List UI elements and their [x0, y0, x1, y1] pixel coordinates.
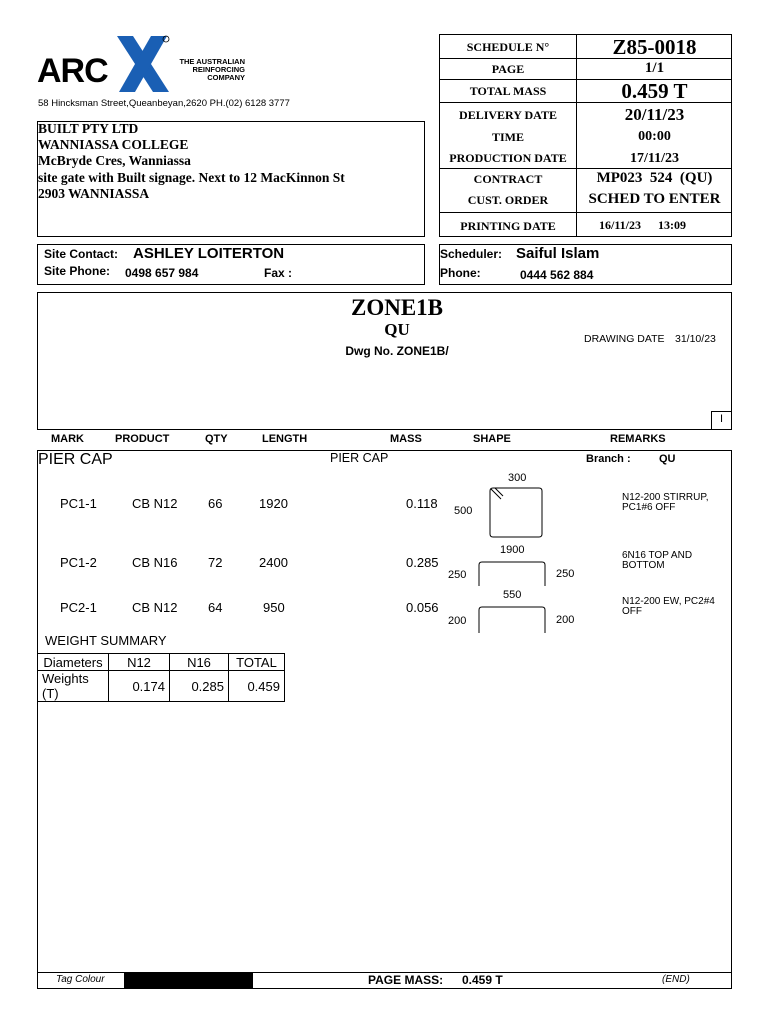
logo-text: ARC	[37, 52, 108, 90]
shape-dim: 500	[454, 505, 473, 517]
page-mass-label: PAGE MASS:	[368, 973, 444, 987]
branch-value: QU	[659, 453, 676, 465]
company-address: 58 Hincksman Street,Queanbeyan,2620 PH.(02) 6128 3777	[38, 98, 290, 109]
item-mass: 0.056	[406, 600, 439, 615]
drawing-date-label: DRAWING DATE	[584, 333, 665, 345]
time-label: TIME	[491, 130, 524, 144]
item-mass: 0.285	[406, 555, 439, 570]
shape-dim: 250	[556, 568, 575, 580]
total-mass-value: 0.459 T	[621, 79, 688, 103]
item-product: CB N12	[132, 600, 178, 615]
fax-label: Fax :	[264, 266, 293, 280]
item-mark: PC2-1	[60, 600, 97, 615]
shape-dim: 200	[448, 615, 467, 627]
item-qty: 72	[208, 555, 223, 570]
cust-order-label: CUST. ORDER	[467, 193, 549, 207]
contract-label: CONTRACT	[473, 172, 543, 186]
total-mass-label: TOTAL MASS	[469, 84, 547, 98]
page-value: 1/1	[644, 60, 665, 76]
drawing-date: 31/10/23	[675, 333, 716, 345]
zone-branch: QU	[384, 320, 410, 339]
table-cell: 0.174	[109, 671, 170, 702]
section-title: PIER CAP	[38, 451, 113, 468]
shape-dim: 1900	[500, 544, 525, 556]
delivery-date-label: DELIVERY DATE	[459, 108, 557, 122]
branch-label: Branch :	[586, 453, 631, 465]
shape-dim: 250	[448, 569, 467, 581]
item-remarks: 6N16 TOP AND BOTTOM	[622, 550, 693, 571]
table-row	[38, 671, 285, 702]
col-remarks: REMARKS	[610, 433, 666, 445]
tag-colour-swatch	[124, 972, 253, 989]
logo-x-icon	[113, 34, 173, 94]
item-length: 950	[263, 600, 285, 615]
shape-stirrup	[487, 485, 547, 541]
contract-value: MP023 524 (QU)	[596, 170, 713, 186]
table-cell: TOTAL	[229, 654, 285, 671]
col-product: PRODUCT	[115, 433, 170, 445]
item-mark: PC1-2	[60, 555, 97, 570]
item-product: CB N16	[132, 555, 178, 570]
shape-channel	[476, 604, 550, 634]
client-address: BUILT PTY LTD WANNIASSA COLLEGE McBryde Cres, Wanniassa site gate with Built signage. Next to 12 MacKinnon St 2903 WANNIASSA	[38, 121, 345, 201]
table-cell: Weights (T)	[38, 671, 109, 702]
cust-order-value: SCHED TO ENTER	[588, 191, 721, 207]
item-product: CB N12	[132, 496, 178, 511]
shape-dim: 300	[508, 472, 527, 484]
item-length: 2400	[259, 555, 288, 570]
table-cell: Diameters	[38, 654, 109, 671]
end-marker: (END)	[662, 974, 690, 985]
item-qty: 64	[208, 600, 223, 615]
page-mass-value: 0.459 T	[462, 973, 503, 987]
item-length: 1920	[259, 496, 288, 511]
table-cell: N16	[170, 654, 229, 671]
schedule-no: Z85-0018	[612, 35, 697, 59]
items-box	[37, 450, 732, 989]
item-remarks: N12-200 STIRRUP, PC1#6 OFF	[622, 492, 709, 513]
col-length: LENGTH	[262, 433, 308, 445]
section-subtitle: PIER CAP	[330, 451, 389, 465]
production-date-value: 17/11/23	[629, 151, 679, 166]
shape-dim: 550	[503, 589, 522, 601]
logo-subtitle: THE AUSTRALIAN REINFORCING COMPANY	[179, 57, 245, 82]
site-contact-label: Site Contact:	[44, 247, 119, 261]
table-cell: N12	[109, 654, 170, 671]
site-contact-name: ASHLEY LOITERTON	[133, 245, 285, 262]
item-qty: 66	[208, 496, 223, 511]
printing-date-label: PRINTING DATE	[460, 219, 556, 233]
scheduler-phone-label: Phone:	[440, 266, 481, 280]
delivery-date-value: 20/11/23	[624, 105, 685, 124]
printing-time-value: 13:09	[658, 218, 686, 232]
page-label: PAGE	[491, 62, 525, 76]
scheduler-name: Saiful Islam	[516, 245, 600, 262]
zone-title: ZONE1B	[350, 295, 444, 320]
col-mass: MASS	[390, 433, 422, 445]
company-logo	[37, 34, 247, 96]
site-phone-label: Site Phone:	[44, 264, 111, 278]
weight-summary-title: WEIGHT SUMMARY	[45, 633, 167, 648]
table-cell: 0.285	[170, 671, 229, 702]
table-row	[38, 654, 285, 671]
shape-channel	[476, 559, 550, 587]
scheduler-label: Scheduler:	[440, 247, 503, 261]
drawing-mark: I	[719, 413, 724, 425]
col-qty: QTY	[205, 433, 228, 445]
weight-summary-table	[37, 653, 285, 702]
item-mass: 0.118	[406, 496, 438, 511]
production-date-label: PRODUCTION DATE	[449, 151, 567, 165]
printing-date-value: 16/11/23	[598, 218, 641, 232]
site-phone: 0498 657 984	[125, 266, 199, 280]
scheduler-phone: 0444 562 884	[520, 268, 594, 282]
col-shape: SHAPE	[473, 433, 511, 445]
col-mark: MARK	[51, 433, 84, 445]
tag-colour-label: Tag Colour	[56, 974, 105, 985]
item-remarks: N12-200 EW, PC2#4 OFF	[622, 596, 715, 617]
dwg-no: Dwg No. ZONE1B/	[345, 344, 449, 358]
schedule-no-label: SCHEDULE N°	[466, 40, 550, 54]
item-mark: PC1-1	[60, 496, 97, 511]
shape-dim: 200	[556, 614, 575, 626]
time-value: 00:00	[638, 129, 671, 144]
table-cell: 0.459	[229, 671, 285, 702]
